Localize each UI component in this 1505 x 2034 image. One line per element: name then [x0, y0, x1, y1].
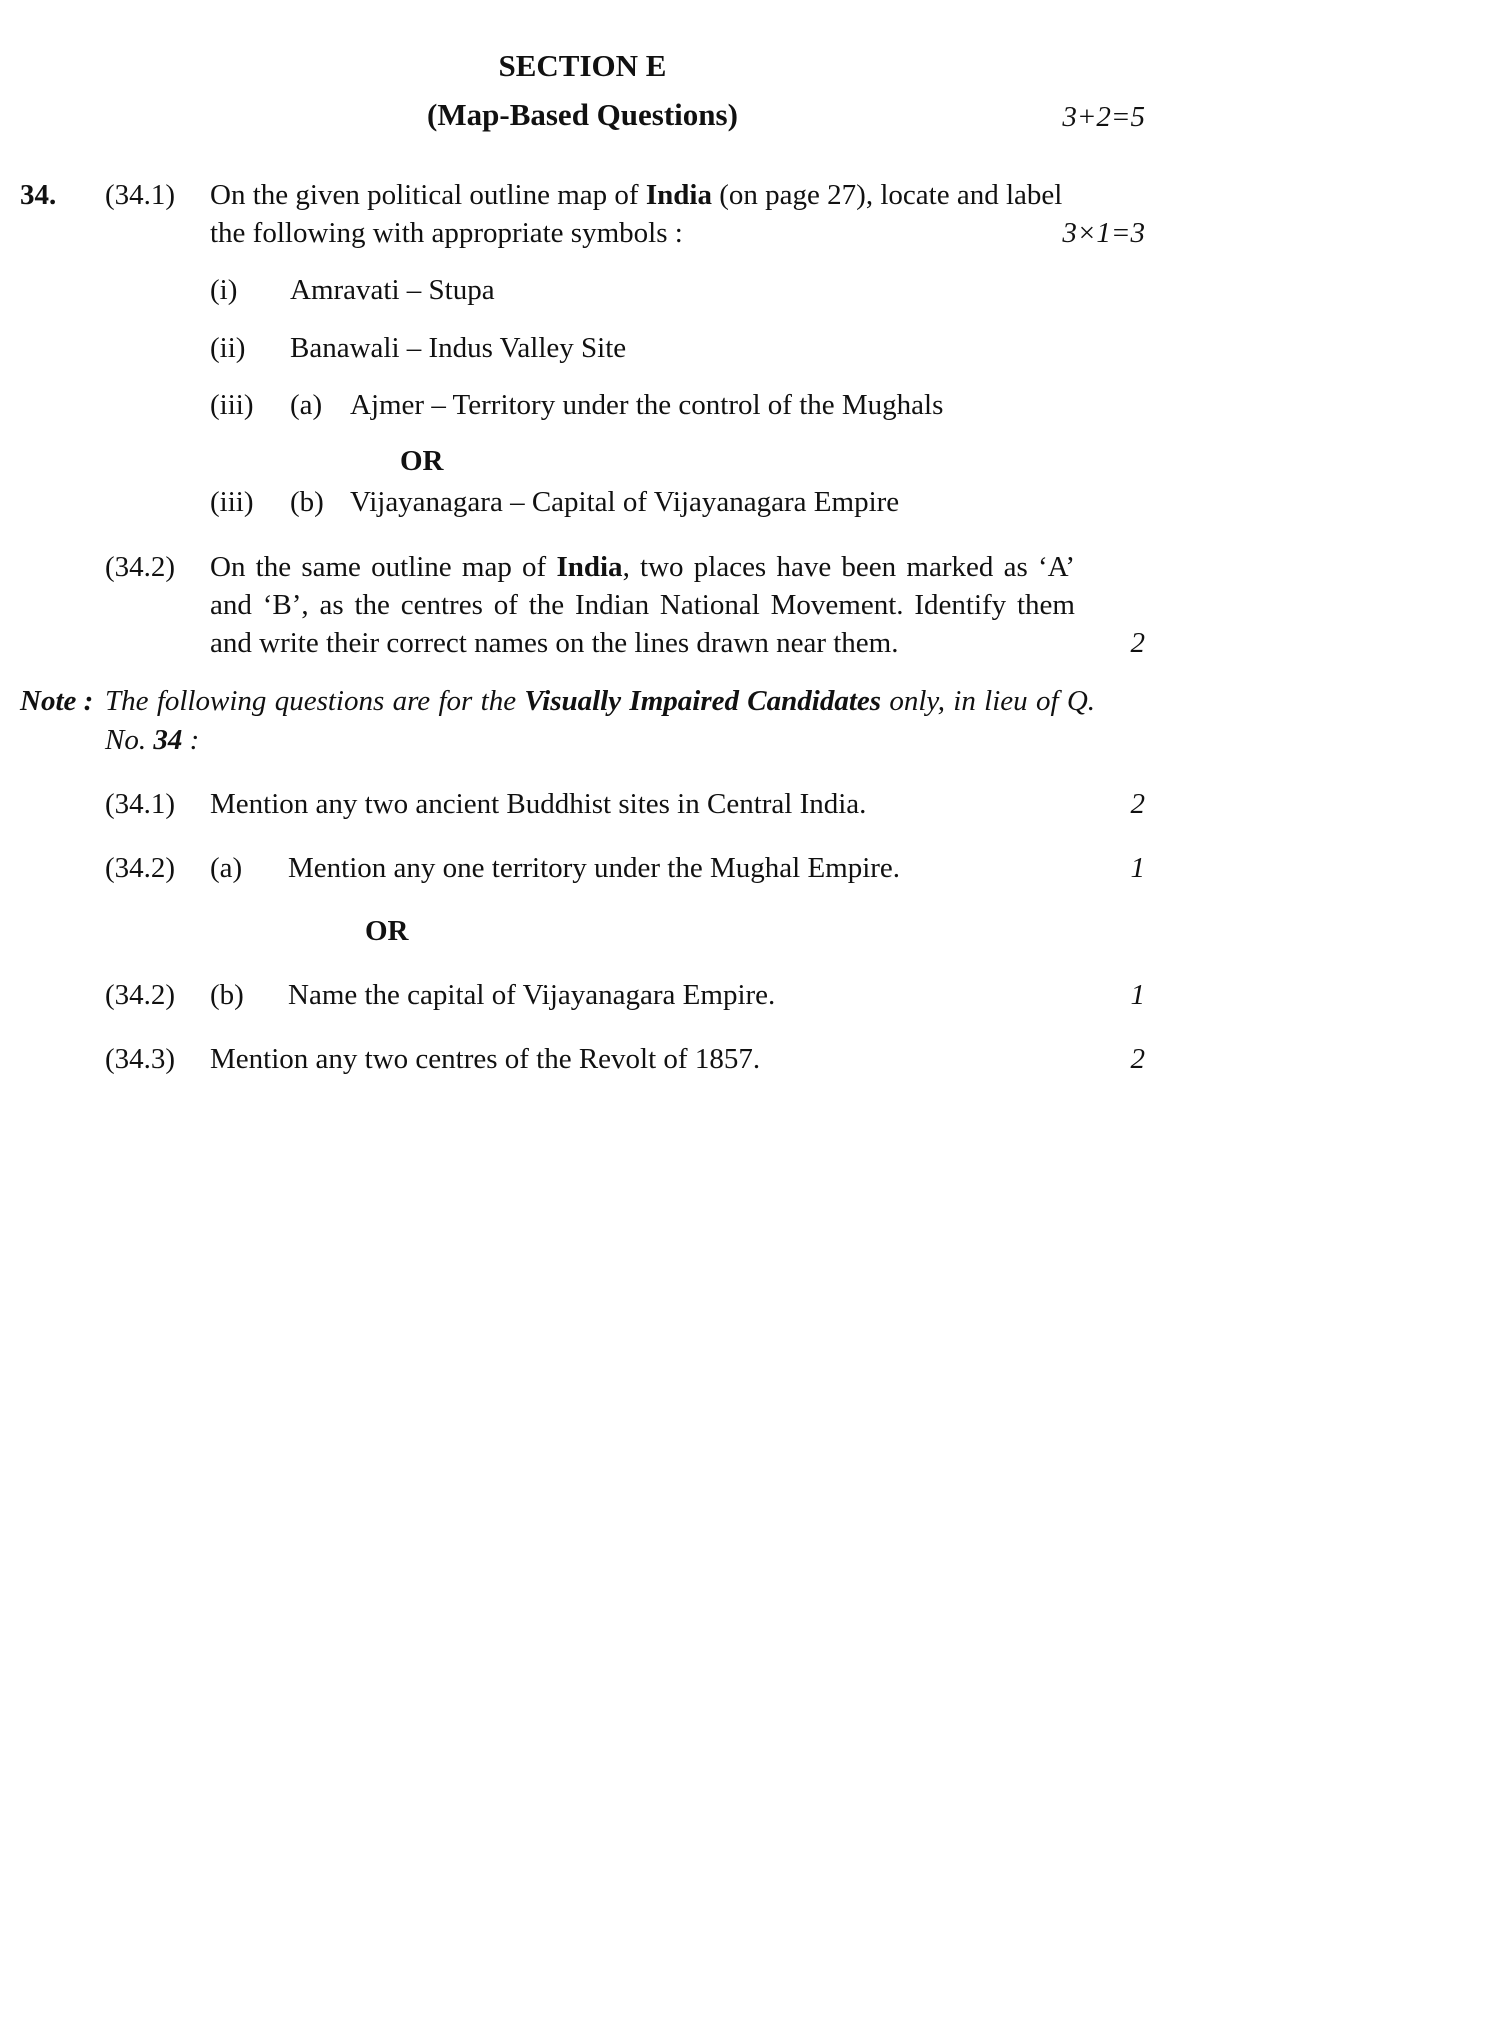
question-34-part-1 [20, 176, 1145, 253]
text-segment: Name the capital of Vijayanagara Empire. [288, 978, 776, 1011]
question-text [210, 548, 1075, 663]
marks-value: 2 [1130, 627, 1145, 660]
item-number: (i) [210, 274, 238, 307]
map-item-2 [210, 329, 1145, 367]
page-content [20, 46, 1145, 1078]
question-number: 34. [20, 178, 57, 211]
item-number: (iii) [210, 486, 254, 519]
text-segment: On the given political outline map of [210, 178, 646, 211]
map-item-1 [210, 271, 1145, 309]
text-segment: The following questions are for the [105, 685, 525, 718]
note-text [105, 682, 1145, 759]
item-text: Amravati – Stupa [290, 274, 495, 307]
item-text: Vijayanagara – Capital of Vijayanagara Empire [350, 486, 900, 519]
part-label: (34.2) [105, 550, 176, 583]
section-subtitle-row [20, 95, 1145, 136]
text-segment: (on page 27), locate and label the following with appropriate symbols : [210, 178, 1063, 250]
question-text [210, 976, 1075, 1014]
marks-value: 2 [1130, 1043, 1145, 1076]
note-block [20, 682, 1145, 759]
item-sub-letter: (a) [290, 388, 323, 421]
text-segment-bold: 34 [153, 723, 183, 756]
part-label: (34.1) [105, 178, 176, 211]
or-separator: OR [400, 445, 444, 478]
map-item-3a [210, 386, 1145, 424]
section-marks: 3+2=5 [1062, 100, 1145, 133]
section-subtitle: (Map-Based Questions) [427, 96, 738, 132]
question-34-part-2 [20, 548, 1145, 663]
marks-value: 2 [1130, 788, 1145, 820]
item-sub-letter: (a) [210, 852, 243, 885]
part-label: (34.3) [105, 1043, 176, 1076]
text-segment-bold: India [645, 178, 712, 211]
vi-question-34-2b [20, 976, 1145, 1014]
item-text: Banawali – Indus Valley Site [290, 331, 627, 364]
part-label: (34.2) [105, 852, 176, 885]
item-number: (iii) [210, 388, 254, 421]
text-segment-bold: India [556, 550, 623, 583]
section-title: SECTION E [498, 48, 667, 83]
part-label: (34.1) [105, 788, 176, 820]
text-segment: , two places have been marked as ‘A’ and ‘B’, as the centres of the Indian National Movement. Identify them and write their correct names on the lines drawn near them. [210, 550, 1075, 660]
map-item-3b [210, 483, 1145, 521]
vi-question-34-2a [20, 849, 1145, 887]
item-sub-letter: (b) [210, 978, 244, 1011]
text-segment: only, in lieu of Q. No. [105, 685, 1096, 756]
marks-value: 3×1=3 [1062, 217, 1145, 250]
note-label: Note : [20, 685, 94, 718]
text-segment: Mention any two centres of the Revolt of 1857. [210, 1043, 761, 1076]
question-text [210, 785, 1075, 823]
vi-question-34-3 [20, 1040, 1145, 1078]
item-text: Ajmer – Territory under the control of the Mughals [350, 388, 944, 421]
text-segment-bold: Visually Impaired Candidates [524, 685, 882, 718]
text-segment: On the same outline map of [210, 550, 557, 583]
text-segment: : [182, 723, 200, 756]
text-segment: Mention any two ancient Buddhist sites in Central India. [210, 788, 867, 820]
question-text [210, 849, 1075, 887]
question-text [210, 176, 1062, 253]
marks-value: 1 [1130, 978, 1145, 1011]
marks-value: 1 [1130, 852, 1145, 885]
vi-question-34-1 [20, 785, 1145, 823]
part-label: (34.2) [105, 978, 176, 1011]
item-sub-letter: (b) [290, 486, 324, 519]
question-text [210, 1040, 1075, 1078]
text-segment: Mention any one territory under the Mughal Empire. [288, 852, 901, 885]
or-separator: OR [365, 914, 409, 947]
item-number: (ii) [210, 331, 246, 364]
